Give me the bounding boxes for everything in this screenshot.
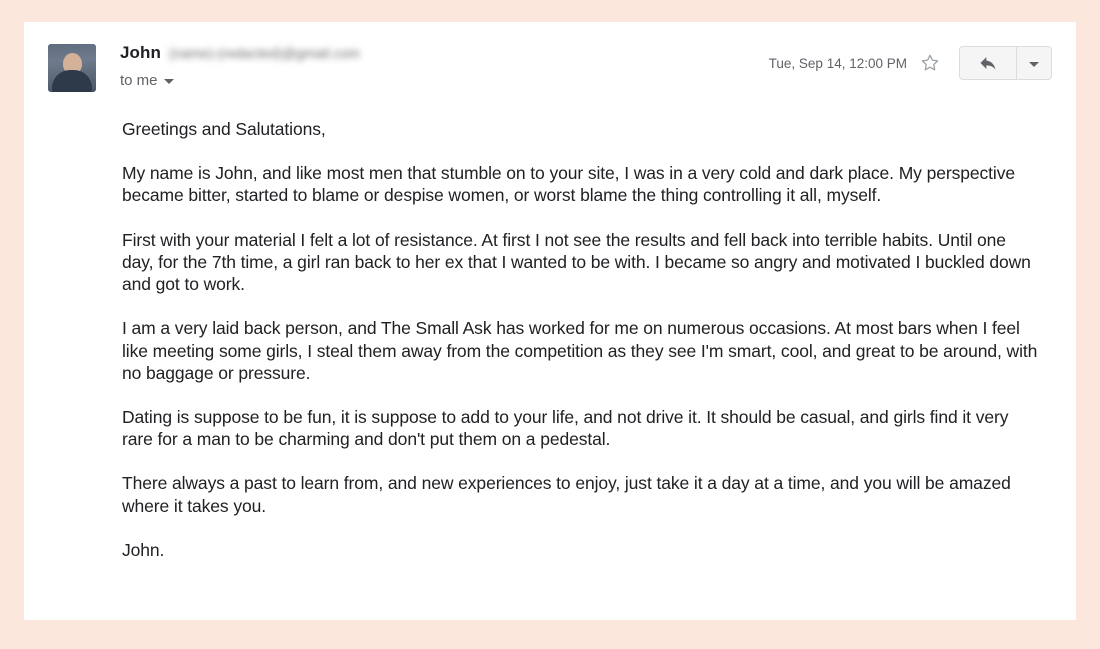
timestamp: Tue, Sep 14, 12:00 PM <box>768 55 907 71</box>
header-actions <box>769 46 1052 80</box>
recipient-label: to me <box>120 71 158 89</box>
paragraph: My name is John, and like most men that stumble on to your site, I was in a very cold and dark place. My perspective became bitter, started to blame or despise women, or worst blame the thing controlling it all, myself. <box>122 163 1015 206</box>
sender-line <box>120 44 769 63</box>
paragraph: First with your material I felt a lot of resistance. At first I not see the results and fell back into terrible habits. Until one day, for the 7th time, a girl ran back to her ex that I wanted to be with. I became so angry and motivated I buckled down and got to work. <box>122 229 1031 295</box>
sender-block <box>120 44 769 89</box>
chevron-down-icon <box>1029 62 1039 67</box>
chevron-down-icon <box>164 79 174 84</box>
sender-name: John <box>120 43 162 62</box>
paragraph: John. <box>122 539 165 560</box>
reply-arrow-icon <box>978 53 998 73</box>
avatar <box>48 44 96 92</box>
paragraph: There always a past to learn from, and new experiences to enjoy, just take it a day at a time, and you will be amazed where it takes you. <box>122 473 1011 516</box>
recipient-toggle[interactable] <box>120 72 769 89</box>
email-body <box>24 92 1076 561</box>
sender-email-redacted: (name)-(redacted)@gmail.com <box>169 45 360 61</box>
reply-button-group <box>959 46 1052 80</box>
email-message-card <box>24 22 1076 620</box>
reply-button[interactable] <box>960 47 1017 79</box>
paragraph: Dating is suppose to be fun, it is suppose to add to your life, and not drive it. It should be casual, and girls find it very rare for a man to be charming and don't put them on a pedestal. <box>122 406 1009 450</box>
star-icon[interactable] <box>919 52 941 74</box>
paragraph: I am a very laid back person, and The Small Ask has worked for me on numerous occasions. At most bars when I feel like meeting some girls, I steal them away from the competition as they see I'm smart, cool, and great to be around, with no baggage or pressure. <box>122 318 1038 383</box>
paragraph: Greetings and Salutations, <box>122 119 326 139</box>
email-header <box>24 22 1076 92</box>
more-options-button[interactable] <box>1017 47 1051 79</box>
